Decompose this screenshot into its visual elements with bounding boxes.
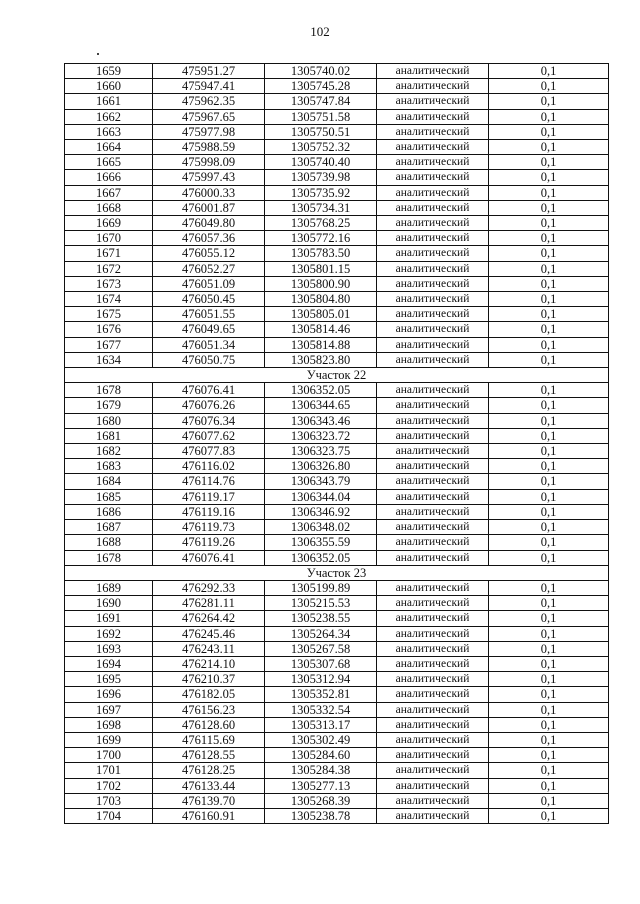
method-cell: аналитический [377, 611, 489, 626]
table-row [65, 550, 609, 565]
y-coordinate-cell: 1305238.78 [265, 808, 377, 823]
point-number-cell: 1686 [65, 504, 153, 519]
coordinates-table-body [65, 64, 609, 824]
point-number-cell: 1702 [65, 778, 153, 793]
y-coordinate-cell: 1306344.04 [265, 489, 377, 504]
x-coordinate-cell: 476128.55 [153, 748, 265, 763]
accuracy-cell: 0,1 [489, 383, 609, 398]
y-coordinate-cell: 1306344.65 [265, 398, 377, 413]
y-coordinate-cell: 1305302.49 [265, 732, 377, 747]
table-row [65, 748, 609, 763]
point-number-cell: 1675 [65, 307, 153, 322]
y-coordinate-cell: 1306323.75 [265, 444, 377, 459]
x-coordinate-cell: 476119.17 [153, 489, 265, 504]
point-number-cell: 1661 [65, 94, 153, 109]
accuracy-cell: 0,1 [489, 79, 609, 94]
table-row [65, 109, 609, 124]
method-cell: аналитический [377, 276, 489, 291]
method-cell: аналитический [377, 246, 489, 261]
y-coordinate-cell: 1305268.39 [265, 793, 377, 808]
x-coordinate-cell: 476115.69 [153, 732, 265, 747]
table-row [65, 520, 609, 535]
accuracy-cell: 0,1 [489, 550, 609, 565]
method-cell: аналитический [377, 79, 489, 94]
y-coordinate-cell: 1305735.92 [265, 185, 377, 200]
method-cell: аналитический [377, 580, 489, 595]
accuracy-cell: 0,1 [489, 474, 609, 489]
y-coordinate-cell: 1305804.80 [265, 292, 377, 307]
method-cell: аналитический [377, 459, 489, 474]
point-number-cell: 1683 [65, 459, 153, 474]
y-coordinate-cell: 1306326.80 [265, 459, 377, 474]
point-number-cell: 1674 [65, 292, 153, 307]
method-cell: аналитический [377, 444, 489, 459]
x-coordinate-cell: 476292.33 [153, 580, 265, 595]
y-coordinate-cell: 1305750.51 [265, 124, 377, 139]
x-coordinate-cell: 476076.26 [153, 398, 265, 413]
accuracy-cell: 0,1 [489, 702, 609, 717]
method-cell: аналитический [377, 778, 489, 793]
method-cell: аналитический [377, 155, 489, 170]
accuracy-cell: 0,1 [489, 611, 609, 626]
x-coordinate-cell: 476049.80 [153, 216, 265, 231]
method-cell: аналитический [377, 641, 489, 656]
y-coordinate-cell: 1305801.15 [265, 261, 377, 276]
method-cell: аналитический [377, 520, 489, 535]
table-row [65, 641, 609, 656]
accuracy-cell: 0,1 [489, 504, 609, 519]
x-coordinate-cell: 476050.75 [153, 352, 265, 367]
point-number-cell: 1701 [65, 763, 153, 778]
table-row [65, 292, 609, 307]
accuracy-cell: 0,1 [489, 732, 609, 747]
x-coordinate-cell: 476160.91 [153, 808, 265, 823]
x-coordinate-cell: 475951.27 [153, 64, 265, 79]
method-cell: аналитический [377, 170, 489, 185]
method-cell: аналитический [377, 322, 489, 337]
table-row [65, 398, 609, 413]
table-row [65, 702, 609, 717]
accuracy-cell: 0,1 [489, 748, 609, 763]
method-cell: аналитический [377, 504, 489, 519]
x-coordinate-cell: 475988.59 [153, 140, 265, 155]
x-coordinate-cell: 475997.43 [153, 170, 265, 185]
point-number-cell: 1685 [65, 489, 153, 504]
method-cell: аналитический [377, 337, 489, 352]
table-row [65, 64, 609, 79]
scan-speck [97, 53, 99, 55]
point-number-cell: 1665 [65, 155, 153, 170]
accuracy-cell: 0,1 [489, 185, 609, 200]
point-number-cell: 1667 [65, 185, 153, 200]
method-cell: аналитический [377, 200, 489, 215]
y-coordinate-cell: 1305312.94 [265, 672, 377, 687]
x-coordinate-cell: 476049.65 [153, 322, 265, 337]
method-cell: аналитический [377, 64, 489, 79]
point-number-cell: 1681 [65, 428, 153, 443]
method-cell: аналитический [377, 307, 489, 322]
x-coordinate-cell: 475947.41 [153, 79, 265, 94]
table-row [65, 580, 609, 595]
table-row [65, 307, 609, 322]
point-number-cell: 1698 [65, 717, 153, 732]
y-coordinate-cell: 1305823.80 [265, 352, 377, 367]
point-number-cell: 1659 [65, 64, 153, 79]
point-number-cell: 1672 [65, 261, 153, 276]
table-row [65, 276, 609, 291]
table-row [65, 261, 609, 276]
accuracy-cell: 0,1 [489, 170, 609, 185]
method-cell: аналитический [377, 140, 489, 155]
y-coordinate-cell: 1305739.98 [265, 170, 377, 185]
section-header-row [65, 368, 609, 383]
table-row [65, 337, 609, 352]
x-coordinate-cell: 476076.41 [153, 550, 265, 565]
x-coordinate-cell: 476116.02 [153, 459, 265, 474]
x-coordinate-cell: 476050.45 [153, 292, 265, 307]
method-cell: аналитический [377, 626, 489, 641]
accuracy-cell: 0,1 [489, 246, 609, 261]
point-number-cell: 1671 [65, 246, 153, 261]
y-coordinate-cell: 1305747.84 [265, 94, 377, 109]
x-coordinate-cell: 475967.65 [153, 109, 265, 124]
table-row [65, 489, 609, 504]
method-cell: аналитический [377, 413, 489, 428]
table-row [65, 94, 609, 109]
x-coordinate-cell: 476055.12 [153, 246, 265, 261]
point-number-cell: 1680 [65, 413, 153, 428]
method-cell: аналитический [377, 687, 489, 702]
y-coordinate-cell: 1305745.28 [265, 79, 377, 94]
accuracy-cell: 0,1 [489, 428, 609, 443]
table-row [65, 732, 609, 747]
method-cell: аналитический [377, 216, 489, 231]
accuracy-cell: 0,1 [489, 155, 609, 170]
accuracy-cell: 0,1 [489, 808, 609, 823]
accuracy-cell: 0,1 [489, 520, 609, 535]
y-coordinate-cell: 1305740.02 [265, 64, 377, 79]
table-row [65, 672, 609, 687]
table-row [65, 185, 609, 200]
accuracy-cell: 0,1 [489, 398, 609, 413]
accuracy-cell: 0,1 [489, 444, 609, 459]
point-number-cell: 1662 [65, 109, 153, 124]
accuracy-cell: 0,1 [489, 763, 609, 778]
x-coordinate-cell: 476182.05 [153, 687, 265, 702]
point-number-cell: 1687 [65, 520, 153, 535]
point-number-cell: 1679 [65, 398, 153, 413]
table-row [65, 474, 609, 489]
point-number-cell: 1688 [65, 535, 153, 550]
y-coordinate-cell: 1305284.60 [265, 748, 377, 763]
point-number-cell: 1666 [65, 170, 153, 185]
table-row [65, 535, 609, 550]
point-number-cell: 1692 [65, 626, 153, 641]
y-coordinate-cell: 1305734.31 [265, 200, 377, 215]
point-number-cell: 1689 [65, 580, 153, 595]
method-cell: аналитический [377, 489, 489, 504]
table-row [65, 793, 609, 808]
y-coordinate-cell: 1305740.40 [265, 155, 377, 170]
y-coordinate-cell: 1305267.58 [265, 641, 377, 656]
method-cell: аналитический [377, 793, 489, 808]
accuracy-cell: 0,1 [489, 231, 609, 246]
point-number-cell: 1684 [65, 474, 153, 489]
table-row [65, 656, 609, 671]
method-cell: аналитический [377, 748, 489, 763]
accuracy-cell: 0,1 [489, 413, 609, 428]
table-row [65, 155, 609, 170]
y-coordinate-cell: 1306343.46 [265, 413, 377, 428]
point-number-cell: 1663 [65, 124, 153, 139]
y-coordinate-cell: 1305814.88 [265, 337, 377, 352]
accuracy-cell: 0,1 [489, 672, 609, 687]
coordinates-table [64, 63, 609, 824]
table-row [65, 763, 609, 778]
point-number-cell: 1695 [65, 672, 153, 687]
x-coordinate-cell: 476264.42 [153, 611, 265, 626]
y-coordinate-cell: 1305284.38 [265, 763, 377, 778]
accuracy-cell: 0,1 [489, 459, 609, 474]
accuracy-cell: 0,1 [489, 717, 609, 732]
x-coordinate-cell: 476114.76 [153, 474, 265, 489]
accuracy-cell: 0,1 [489, 626, 609, 641]
accuracy-cell: 0,1 [489, 656, 609, 671]
x-coordinate-cell: 476076.34 [153, 413, 265, 428]
y-coordinate-cell: 1305768.25 [265, 216, 377, 231]
x-coordinate-cell: 476001.87 [153, 200, 265, 215]
table-row [65, 170, 609, 185]
method-cell: аналитический [377, 428, 489, 443]
table-row [65, 216, 609, 231]
accuracy-cell: 0,1 [489, 596, 609, 611]
x-coordinate-cell: 476077.62 [153, 428, 265, 443]
accuracy-cell: 0,1 [489, 535, 609, 550]
x-coordinate-cell: 475962.35 [153, 94, 265, 109]
point-number-cell: 1673 [65, 276, 153, 291]
y-coordinate-cell: 1305814.46 [265, 322, 377, 337]
accuracy-cell: 0,1 [489, 64, 609, 79]
method-cell: аналитический [377, 535, 489, 550]
x-coordinate-cell: 476281.11 [153, 596, 265, 611]
y-coordinate-cell: 1305772.16 [265, 231, 377, 246]
method-cell: аналитический [377, 398, 489, 413]
y-coordinate-cell: 1305277.13 [265, 778, 377, 793]
table-row [65, 124, 609, 139]
point-number-cell: 1699 [65, 732, 153, 747]
point-number-cell: 1682 [65, 444, 153, 459]
point-number-cell: 1700 [65, 748, 153, 763]
point-number-cell: 1691 [65, 611, 153, 626]
y-coordinate-cell: 1305805.01 [265, 307, 377, 322]
method-cell: аналитический [377, 474, 489, 489]
table-row [65, 808, 609, 823]
x-coordinate-cell: 476214.10 [153, 656, 265, 671]
table-row [65, 200, 609, 215]
table-row [65, 322, 609, 337]
method-cell: аналитический [377, 261, 489, 276]
method-cell: аналитический [377, 383, 489, 398]
accuracy-cell: 0,1 [489, 200, 609, 215]
point-number-cell: 1669 [65, 216, 153, 231]
accuracy-cell: 0,1 [489, 307, 609, 322]
table-row [65, 140, 609, 155]
method-cell: аналитический [377, 702, 489, 717]
method-cell: аналитический [377, 672, 489, 687]
method-cell: аналитический [377, 109, 489, 124]
accuracy-cell: 0,1 [489, 489, 609, 504]
x-coordinate-cell: 476245.46 [153, 626, 265, 641]
y-coordinate-cell: 1305199.89 [265, 580, 377, 595]
x-coordinate-cell: 476077.83 [153, 444, 265, 459]
table-row [65, 717, 609, 732]
accuracy-cell: 0,1 [489, 292, 609, 307]
accuracy-cell: 0,1 [489, 352, 609, 367]
point-number-cell: 1690 [65, 596, 153, 611]
y-coordinate-cell: 1305307.68 [265, 656, 377, 671]
accuracy-cell: 0,1 [489, 276, 609, 291]
table-row [65, 596, 609, 611]
x-coordinate-cell: 476156.23 [153, 702, 265, 717]
section-title: Участок 22 [65, 368, 609, 383]
point-number-cell: 1694 [65, 656, 153, 671]
point-number-cell: 1703 [65, 793, 153, 808]
method-cell: аналитический [377, 231, 489, 246]
accuracy-cell: 0,1 [489, 109, 609, 124]
table-row [65, 626, 609, 641]
table-row [65, 352, 609, 367]
point-number-cell: 1670 [65, 231, 153, 246]
table-row [65, 231, 609, 246]
accuracy-cell: 0,1 [489, 140, 609, 155]
y-coordinate-cell: 1306352.05 [265, 550, 377, 565]
point-number-cell: 1678 [65, 383, 153, 398]
method-cell: аналитический [377, 596, 489, 611]
x-coordinate-cell: 476210.37 [153, 672, 265, 687]
point-number-cell: 1704 [65, 808, 153, 823]
y-coordinate-cell: 1305264.34 [265, 626, 377, 641]
table-row [65, 444, 609, 459]
table-row [65, 611, 609, 626]
point-number-cell: 1696 [65, 687, 153, 702]
x-coordinate-cell: 476051.55 [153, 307, 265, 322]
x-coordinate-cell: 476076.41 [153, 383, 265, 398]
method-cell: аналитический [377, 717, 489, 732]
table-row [65, 428, 609, 443]
table-row [65, 383, 609, 398]
x-coordinate-cell: 476119.73 [153, 520, 265, 535]
x-coordinate-cell: 476139.70 [153, 793, 265, 808]
method-cell: аналитический [377, 808, 489, 823]
y-coordinate-cell: 1305752.32 [265, 140, 377, 155]
point-number-cell: 1634 [65, 352, 153, 367]
accuracy-cell: 0,1 [489, 322, 609, 337]
point-number-cell: 1668 [65, 200, 153, 215]
point-number-cell: 1664 [65, 140, 153, 155]
y-coordinate-cell: 1305751.58 [265, 109, 377, 124]
section-title: Участок 23 [65, 565, 609, 580]
method-cell: аналитический [377, 352, 489, 367]
table-row [65, 459, 609, 474]
method-cell: аналитический [377, 732, 489, 747]
y-coordinate-cell: 1305783.50 [265, 246, 377, 261]
x-coordinate-cell: 476051.09 [153, 276, 265, 291]
x-coordinate-cell: 476119.26 [153, 535, 265, 550]
y-coordinate-cell: 1306343.79 [265, 474, 377, 489]
point-number-cell: 1677 [65, 337, 153, 352]
y-coordinate-cell: 1305313.17 [265, 717, 377, 732]
point-number-cell: 1697 [65, 702, 153, 717]
method-cell: аналитический [377, 656, 489, 671]
method-cell: аналитический [377, 550, 489, 565]
accuracy-cell: 0,1 [489, 337, 609, 352]
table-row [65, 687, 609, 702]
x-coordinate-cell: 476133.44 [153, 778, 265, 793]
accuracy-cell: 0,1 [489, 216, 609, 231]
x-coordinate-cell: 475998.09 [153, 155, 265, 170]
point-number-cell: 1660 [65, 79, 153, 94]
accuracy-cell: 0,1 [489, 580, 609, 595]
x-coordinate-cell: 476128.60 [153, 717, 265, 732]
table-row [65, 778, 609, 793]
x-coordinate-cell: 475977.98 [153, 124, 265, 139]
x-coordinate-cell: 476243.11 [153, 641, 265, 656]
method-cell: аналитический [377, 763, 489, 778]
y-coordinate-cell: 1305238.55 [265, 611, 377, 626]
x-coordinate-cell: 476051.34 [153, 337, 265, 352]
y-coordinate-cell: 1306355.59 [265, 535, 377, 550]
accuracy-cell: 0,1 [489, 641, 609, 656]
accuracy-cell: 0,1 [489, 687, 609, 702]
method-cell: аналитический [377, 185, 489, 200]
point-number-cell: 1678 [65, 550, 153, 565]
accuracy-cell: 0,1 [489, 124, 609, 139]
y-coordinate-cell: 1306352.05 [265, 383, 377, 398]
x-coordinate-cell: 476119.16 [153, 504, 265, 519]
y-coordinate-cell: 1306346.92 [265, 504, 377, 519]
y-coordinate-cell: 1306348.02 [265, 520, 377, 535]
accuracy-cell: 0,1 [489, 94, 609, 109]
y-coordinate-cell: 1305800.90 [265, 276, 377, 291]
point-number-cell: 1693 [65, 641, 153, 656]
section-header-row [65, 565, 609, 580]
accuracy-cell: 0,1 [489, 793, 609, 808]
table-row [65, 246, 609, 261]
x-coordinate-cell: 476052.27 [153, 261, 265, 276]
table-row [65, 504, 609, 519]
x-coordinate-cell: 476128.25 [153, 763, 265, 778]
accuracy-cell: 0,1 [489, 778, 609, 793]
x-coordinate-cell: 476057.36 [153, 231, 265, 246]
method-cell: аналитический [377, 292, 489, 307]
page-number: 102 [310, 24, 330, 39]
point-number-cell: 1676 [65, 322, 153, 337]
y-coordinate-cell: 1306323.72 [265, 428, 377, 443]
y-coordinate-cell: 1305332.54 [265, 702, 377, 717]
table-row [65, 79, 609, 94]
y-coordinate-cell: 1305352.81 [265, 687, 377, 702]
method-cell: аналитический [377, 94, 489, 109]
method-cell: аналитический [377, 124, 489, 139]
table-row [65, 413, 609, 428]
accuracy-cell: 0,1 [489, 261, 609, 276]
x-coordinate-cell: 476000.33 [153, 185, 265, 200]
y-coordinate-cell: 1305215.53 [265, 596, 377, 611]
